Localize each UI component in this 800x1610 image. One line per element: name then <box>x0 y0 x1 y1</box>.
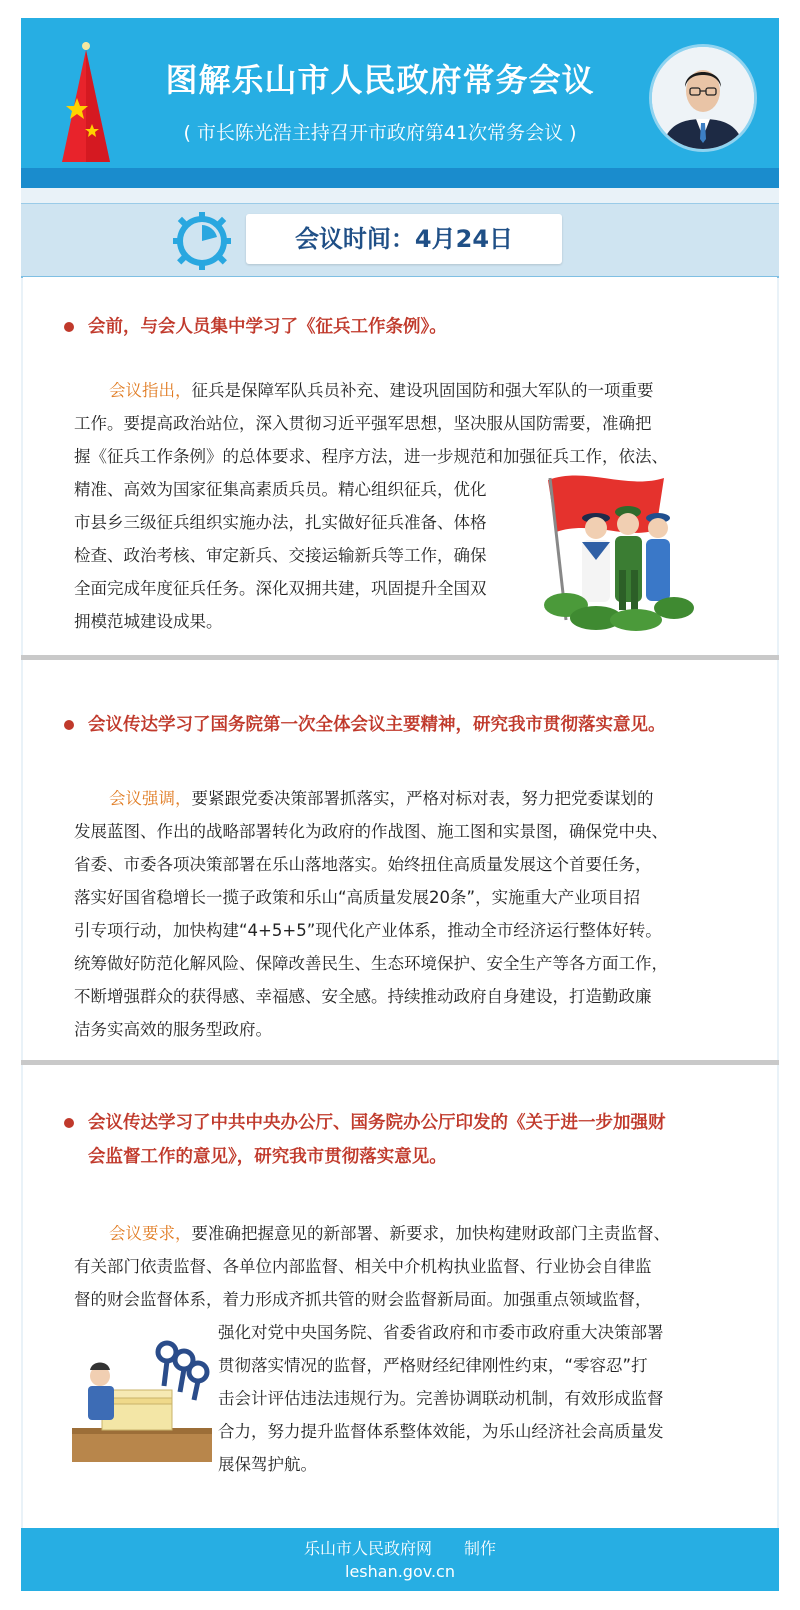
footer-producer: 乐山市人民政府网 制作 <box>303 1539 496 1558</box>
clock-gear-icon <box>171 210 233 272</box>
page-subtitle: ( 市长陈光浩主持召开市政府第41次常务会议 ) <box>183 122 577 144</box>
section-3-lead: 会议要求， <box>109 1224 192 1243</box>
bullet-dot <box>64 1118 74 1128</box>
mayor-portrait <box>649 44 757 152</box>
page-title: 图解乐山市人民政府常务会议 <box>165 61 595 99</box>
bullet-dot <box>64 322 74 332</box>
soldiers-illustration <box>536 470 701 635</box>
footer-url[interactable]: leshan.gov.cn <box>345 1562 455 1581</box>
bullet-dot <box>64 720 74 730</box>
section-2-lead: 会议强调， <box>109 789 192 808</box>
footer <box>21 1528 779 1591</box>
section-3-body: 会议要求，要准确把握意见的新部署、新要求，加快构建财政部门主责监督、 有关部门依责监督、各单位内部监督、相关中介机构执业监督、行业协会自律监 督的财会监督体系，着力形成齐抓共管的财会监督新局面。加强重点领域监督， 强化对党中央国务院、省委省政府和市委市政府重大决策部署 贯彻落实情况的监督，严格财经纪律刚性约束，“零容忍”打 击会计评估违法违规行为。完善协调联动机制，有效形成监督 合力，努力提升监督体系整体效能，为乐山经济社会高质量发 展保驾护航。 <box>74 1224 670 1474</box>
section-1-body: 会议指出，征兵是保障军队兵员补充、建设巩固国防和强大军队的一项重要 工作。要提高政治站位，深入贯彻习近平强军思想，坚决服从国防需要，准确把 握《征兵工作条例》的总体要求、程序方法，进一步规范和加强征兵工作，依法、 精准、高效为国家征集高素质兵员。精心组织征兵，优化 市县乡三级征兵组织实施办法，扎实做好征兵准备、体格 检查、政治考核、审定新兵、交接运输新兵等工作，确保 全面完成年度征兵任务。深化双拥共建，巩固提升全国双 拥模范城建设成果。 <box>74 381 668 631</box>
meeting-time: 会议时间：4月24日 <box>246 214 562 264</box>
section-1-lead: 会议指出， <box>109 381 192 400</box>
section-2-heading: 会议传达学习了国务院第一次全体会议主要精神，研究我市贯彻落实意见。 <box>88 715 666 735</box>
section-2-body: 会议强调，要紧跟党委决策部署抓落实，严格对标对表，努力把党委谋划的 发展蓝图、作出的战略部署转化为政府的作战图、施工图和实景图，确保党中央、 省委、市委各项决策部署在乐山落地落实。始终扭住高质量发展这个首要任务， 落实好国省稳增长一揽子政策和乐山“高质量发展20条”，实施重大产业项目招 引专项行动，加快构建“4+5+5”现代化产业体系，推动全市经济运行整体好转。 统筹做好防范化解风险、保障改善民生、生态环境保护、安全生产等各方面工作， 不断增强群众的获得感、幸福感、安全感。持续推动政府自身建设，打造勤政廉 洁务实高效的服务型政府。 <box>74 789 668 1039</box>
header-band <box>21 168 779 188</box>
audit-illustration <box>72 1340 212 1462</box>
section-3-heading: 会议传达学习了中共中央办公厅、国务院办公厅印发的《关于进一步加强财 会监督工作的意见》，研究我市贯彻落实意见。 <box>88 1113 666 1167</box>
section-1-heading: 会前，与会人员集中学习了《征兵工作条例》。 <box>88 317 447 337</box>
